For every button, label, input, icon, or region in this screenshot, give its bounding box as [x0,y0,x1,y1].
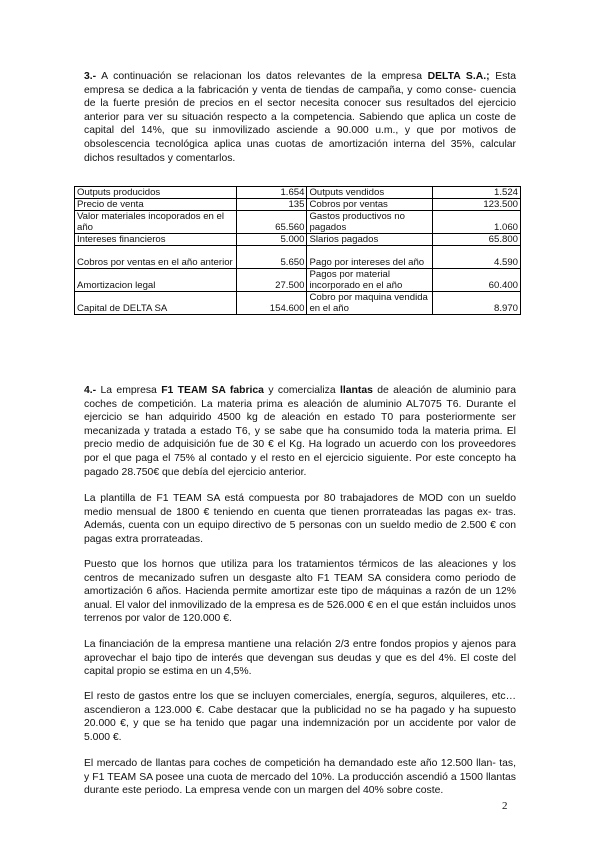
section-4-paragraph-2: La plantilla de F1 TEAM SA está compuesta por 80 trabajadores de MOD con un sueldo medio mensual de 1800 € teniendo en cuenta que tienen prorrateadas las pagas ex- tras. Además, cuenta con un equipo directivo de 5 personas con un sueldo medio de 2.500 € con pagas extra prorrateadas. [84,493,516,545]
section-4-number: 4.- [84,385,97,396]
table-cell-label: Pago por intereses del año [307,246,433,269]
table-row [75,246,521,269]
section-3-statement [84,70,516,165]
table-cell-value: 135 [236,199,307,211]
section-3-company: DELTA S.A.; [427,71,490,82]
table-cell-label: Cobros por ventas en el año anterior [75,246,237,269]
section-4-paragraph-5: El resto de gastos entre los que se incluyen comerciales, energía, seguros, alquileres, etc… ascendieron a 123.000 €. Cabe destacar que la publicidad no se ha pagado y ha supuesto 20.000 €, y que se ha tenido que pagar una indemnización por un accidente por valor de 5.000 €. [84,691,516,743]
table-cell-value: 5.000 [236,234,307,246]
section-4-product: llantas [339,385,373,396]
page-number: 2 [502,800,508,812]
table-row [75,211,521,234]
table-cell-value: 123.500 [433,199,521,211]
section-4-paragraph-4: La financiación de la empresa mantiene una relación 2/3 entre fondos propios y ajenos para aprovechar el bajo tipo de interés que devengan sus deudas y que es del 4%. El coste del capital propio se estima en un 4,5%. [84,639,516,678]
section-4-company: F1 TEAM SA fabrica [161,385,264,396]
table-cell-label: Gastos productivos no pagados [307,211,433,234]
section-3-number: 3.- [84,71,97,82]
table-cell-value: 65.800 [433,234,521,246]
table-cell-value: 60.400 [433,269,521,292]
section-4-paragraph-3: Puesto que los hornos que utiliza para los tratamientos térmicos de las aleaciones y los centros de mecanizado sufren un desgaste alto F1 TEAM SA considera como periodo de amortización 6 años. Hacienda permite amortizar este tipo de máquinas a razón de un 12% anual. El valor del inmovilizado de la empresa es de 526.000 € en el que están incluidos unos terrenos por valor de 120.000 €. [84,559,516,625]
table-cell-label: Capital de DELTA SA [75,292,237,315]
table-cell-label: Pagos por material incorporado en el año [307,269,433,292]
section-4-paragraph-6: El mercado de llantas para coches de competición ha demandado este año 12.500 llan- tas, y F1 TEAM SA posee una cuota de mercado del 10%. La producción ascendió a 1500 llantas durante este periodo. La empresa vende con un margen del 40% sobre coste. [84,758,516,797]
table-cell-value: 1.654 [236,187,307,199]
table-cell-label: Outputs producidos [75,187,237,199]
section-4-text: de aleación de aluminio para coches de competición. La materia prima es aleación de aluminio AL7075 T6. Durante el ejercicio se han adquirido 4500 kg de aleación en estado T0 para posteriormente ser mecanizada y tratada a estado T6, y se sabe que ha consumido toda la materia prima. El precio medio de adquisición fue de 30 € el Kg. Ha logrado un acuerdo con los proveedores por el que paga el 75% al contado y el resto en el ejercicio siguiente. Por este concepto ha pagado 28.750€ que debía del ejercicio anterior. [84,385,516,478]
section-4-text: La empresa [96,385,162,396]
table-cell-label: Intereses financieros [75,234,237,246]
table-cell-label: Valor materiales incoporados en el año [75,211,237,234]
table-cell-label: Cobros por ventas [307,199,433,211]
table-cell-value: 1.060 [433,211,521,234]
section-4-paragraph-1 [84,384,516,479]
section-3-body: Esta empresa se dedica a la fabricación y venta de tiendas de campaña, y como conse- cuencia de la fuerte presión de precios en el sector necesita conocer sus resultados del ejercicio anterior para ver su situación respecto a la competencia. Sabiendo que aplica un coste de capital del 14%, que su inmovilizado asciende a 90.000 u.m., y que por motivos de obsolescencia tecnológica aplica unas cuotas de amortización interna del 35%, calcular dichos resultados y comentarlos. [84,71,516,164]
table-cell-value: 27.500 [236,269,307,292]
table-cell-label: Slarios pagados [307,234,433,246]
table-cell-label: Cobro por maquina vendida en el año [307,292,433,315]
table-row [75,234,521,246]
table-cell-label: Amortizacion legal [75,269,237,292]
table-row [75,292,521,315]
table-row [75,187,521,199]
table-cell-value: 154.600 [236,292,307,315]
table-row [75,269,521,292]
table-cell-label: Precio de venta [75,199,237,211]
section-4-text: y comercializa [263,385,340,396]
table-cell-label: Outputs vendidos [307,187,433,199]
table-cell-value: 4.590 [433,246,521,269]
section-3-intro: A continuación se relacionan los datos relevantes de la empresa [96,71,428,82]
table-cell-value: 1.524 [433,187,521,199]
table-cell-value: 8.970 [433,292,521,315]
table-cell-value: 65.560 [236,211,307,234]
table-cell-value: 5.650 [236,246,307,269]
table-row [75,199,521,211]
delta-data-table [74,186,521,315]
